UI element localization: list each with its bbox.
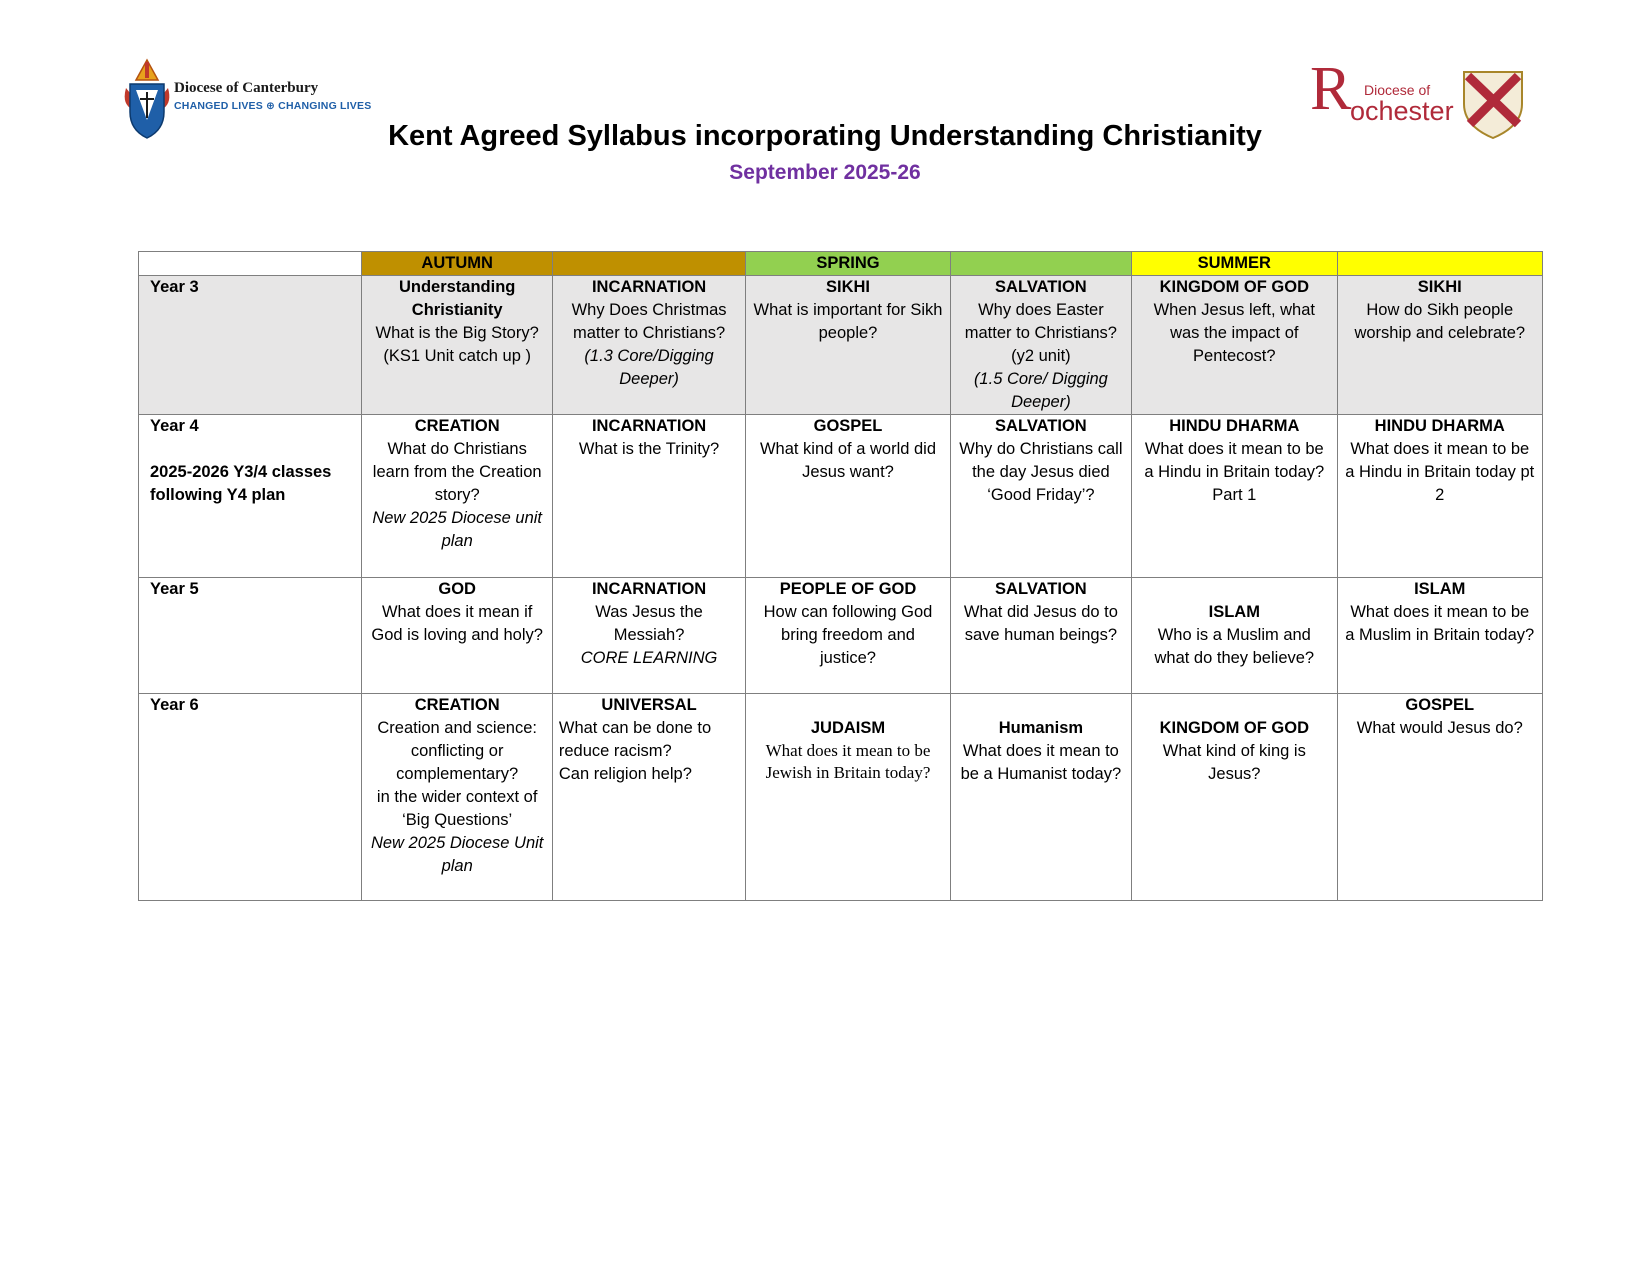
unit-question: What is the Trinity?	[578, 440, 720, 458]
unit-title: CREATION	[414, 417, 500, 435]
page-subtitle: September 2025-26	[729, 161, 921, 184]
unit-cell	[950, 415, 1131, 578]
term-spring: SPRING	[746, 252, 950, 276]
unit-title: SIKHI	[825, 278, 870, 296]
unit-cell	[1337, 578, 1542, 694]
header-corner	[139, 252, 362, 276]
unit-question: What does it mean if God is loving and holy?	[371, 603, 543, 644]
year-sublabel: 2025-2026 Y3/4 classes following Y4 plan	[150, 463, 332, 504]
unit-cell	[362, 694, 552, 901]
unit-question: What does it mean to be a Muslim in Britain today?	[1345, 603, 1535, 644]
unit-question: Was Jesus the Messiah?	[595, 603, 703, 644]
unit-question: What do Christians learn from the Creation story?	[372, 440, 542, 504]
term-summer: SUMMER	[1132, 252, 1337, 276]
unit-question: What does it mean to be a Hindu in Britain today pt 2	[1345, 440, 1535, 504]
unit-cell	[950, 578, 1131, 694]
unit-question: What does it mean to be Jewish in Britain today?	[765, 741, 931, 782]
unit-title: JUDAISM	[810, 719, 886, 737]
unit-question: When Jesus left, what was the impact of Pentecost?	[1153, 301, 1315, 365]
unit-cell	[1132, 276, 1337, 415]
rochester-logo-small: Diocese of	[1364, 82, 1431, 98]
unit-cell	[1337, 276, 1542, 415]
unit-title: PEOPLE OF GOD	[779, 580, 917, 598]
unit-title: SALVATION	[995, 417, 1087, 435]
unit-title: INCARNATION	[591, 580, 707, 598]
rochester-logo-initial: R	[1310, 55, 1352, 123]
unit-question-followup: Can religion help?	[558, 765, 692, 783]
unit-note: (1.5 Core/ Digging Deeper)	[973, 370, 1108, 411]
unit-question: How can following God bring freedom and justice?	[763, 603, 933, 667]
term-autumn-2	[552, 252, 745, 276]
unit-title: CREATION	[414, 696, 500, 714]
rochester-logo-name: ochester	[1350, 96, 1454, 126]
table-row	[139, 578, 1543, 694]
unit-cell	[1337, 694, 1542, 901]
unit-question: What kind of a world did Jesus want?	[759, 440, 937, 481]
term-autumn: AUTUMN	[362, 252, 552, 276]
unit-cell	[552, 578, 745, 694]
term-header-row	[139, 252, 1543, 276]
unit-title: Humanism	[998, 719, 1084, 737]
unit-title: HINDU DHARMA	[1169, 417, 1300, 435]
unit-cell	[1132, 578, 1337, 694]
unit-title: HINDU DHARMA	[1374, 417, 1505, 435]
unit-question: Why Does Christmas matter to Christians?	[571, 301, 727, 342]
unit-title: GOSPEL	[1405, 696, 1475, 714]
term-spring-2	[950, 252, 1131, 276]
unit-cell	[552, 415, 745, 578]
unit-cell	[1337, 415, 1542, 578]
year-label: Year 5	[139, 578, 362, 694]
unit-question: Why does Easter matter to Christians? (y2 unit)	[964, 301, 1117, 365]
unit-title: UNIVERSAL	[601, 696, 697, 714]
unit-question: What would Jesus do?	[1356, 719, 1523, 737]
unit-cell	[746, 415, 950, 578]
unit-title: GOSPEL	[813, 417, 883, 435]
unit-cell	[362, 578, 552, 694]
table-row	[139, 415, 1543, 578]
unit-note: New 2025 Diocese unit plan	[372, 509, 543, 550]
unit-question: How do Sikh people worship and celebrate?	[1354, 301, 1526, 342]
unit-title: SIKHI	[1417, 278, 1462, 296]
unit-question: Why do Christians call the day Jesus died ‘Good Friday’?	[959, 440, 1123, 504]
unit-cell	[362, 415, 552, 578]
unit-title: GOD	[438, 580, 476, 598]
table-row	[139, 276, 1543, 415]
unit-cell	[746, 694, 950, 901]
unit-cell	[950, 276, 1131, 415]
unit-note: (1.3 Core/Digging Deeper)	[584, 347, 714, 388]
unit-title: Understanding Christianity	[398, 278, 516, 319]
unit-cell	[950, 694, 1131, 901]
unit-question-context: in the wider context of ‘Big Questions’	[376, 788, 538, 829]
unit-title: ISLAM	[1208, 603, 1260, 621]
year-label: Year 6	[139, 694, 362, 901]
unit-question: What is the Big Story? (KS1 Unit catch up )	[375, 324, 539, 365]
unit-cell	[746, 578, 950, 694]
year-label: Year 4	[150, 417, 199, 435]
unit-title: KINGDOM OF GOD	[1159, 278, 1309, 296]
unit-question: Who is a Muslim and what do they believe?	[1154, 626, 1315, 667]
canterbury-logo-slogan: CHANGED LIVES ⊕ CHANGING LIVES	[174, 100, 372, 112]
unit-cell	[552, 276, 745, 415]
unit-question: What is important for Sikh people?	[753, 301, 943, 342]
unit-title: SALVATION	[995, 278, 1087, 296]
page-title: Kent Agreed Syllabus incorporating Understanding Christianity	[388, 120, 1262, 152]
year-label: Year 3	[139, 276, 362, 415]
unit-question: Creation and science: conflicting or complementary?	[377, 719, 537, 783]
unit-cell	[362, 276, 552, 415]
unit-note: New 2025 Diocese Unit plan	[370, 834, 544, 875]
unit-question: What did Jesus do to save human beings?	[963, 603, 1118, 644]
unit-title: INCARNATION	[591, 417, 707, 435]
unit-note: CORE LEARNING	[580, 649, 718, 667]
unit-cell	[552, 694, 745, 901]
table-row	[139, 694, 1543, 901]
unit-question: What does it mean to be a Humanist today?	[960, 742, 1122, 783]
unit-cell	[1132, 694, 1337, 901]
term-summer-2	[1337, 252, 1542, 276]
unit-cell	[1132, 415, 1337, 578]
canterbury-logo-name: Diocese of Canterbury	[174, 80, 319, 96]
unit-title: ISLAM	[1414, 580, 1466, 598]
unit-question: What can be done to reduce racism?	[558, 719, 712, 760]
unit-cell	[746, 276, 950, 415]
unit-question: What does it mean to be a Hindu in Britain today? Part 1	[1144, 440, 1325, 504]
unit-title: SALVATION	[995, 580, 1087, 598]
unit-title: INCARNATION	[591, 278, 707, 296]
unit-question: What kind of king is Jesus?	[1162, 742, 1306, 783]
syllabus-table	[138, 251, 1543, 901]
unit-title: KINGDOM OF GOD	[1159, 719, 1309, 737]
year-label-cell	[139, 415, 362, 578]
